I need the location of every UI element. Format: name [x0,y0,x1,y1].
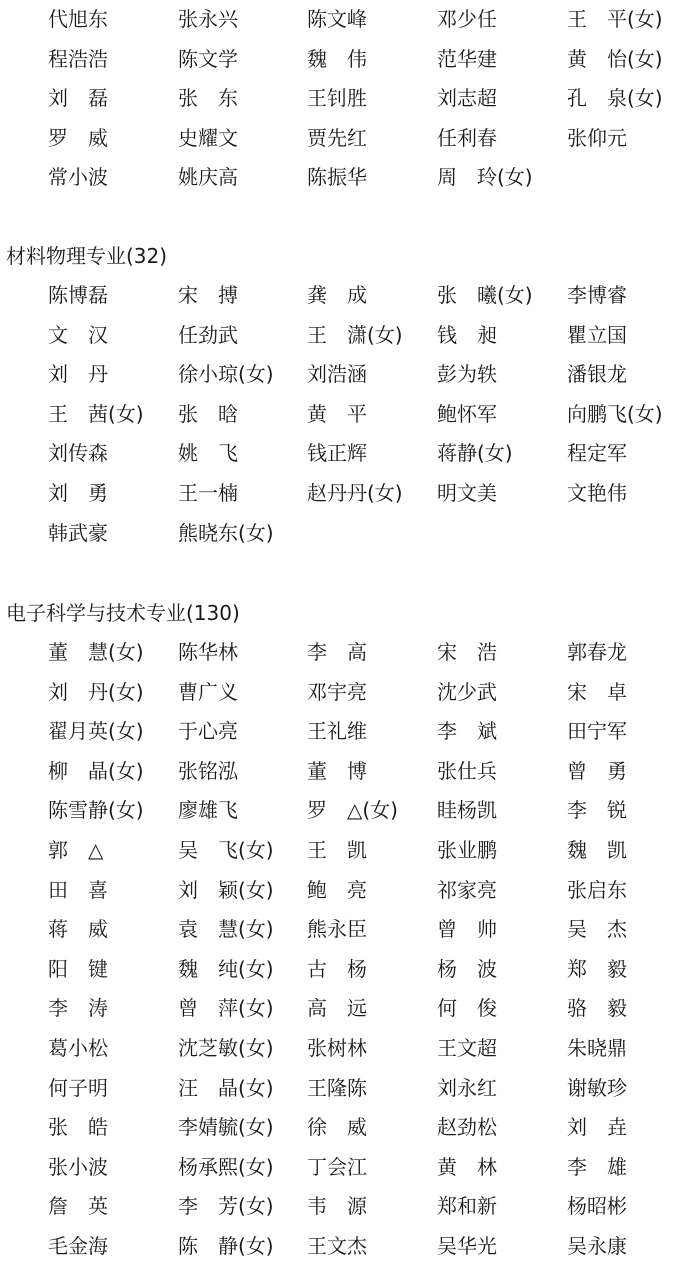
student-name: 孔 泉(女) [567,86,663,111]
student-name: 陈文峰 [307,7,367,31]
name-grid-section-0 [48,0,681,198]
student-name: 瞿立国 [567,322,627,347]
student-name: 韦 源 [307,1194,367,1219]
student-name: 曹广义 [178,679,238,704]
student-name: 张 晗 [178,401,238,426]
name-row [48,673,681,713]
student-name: 范华建 [437,46,497,71]
student-name: 程定军 [567,441,627,466]
student-name: 董 慧(女) [48,640,144,664]
student-name: 代旭东 [48,7,108,31]
name-row [48,950,681,990]
student-name: 黄 平 [307,401,367,426]
name-row [48,831,681,871]
name-row [48,910,681,950]
student-name: 蒋 威 [48,917,108,942]
student-name: 陈 静(女) [178,1233,274,1258]
student-name: 毛金海 [48,1233,108,1258]
student-name: 邓宇亮 [307,679,367,704]
student-name: 王钊胜 [307,86,367,111]
student-name: 翟月英(女) [48,719,144,744]
student-name: 杨 波 [437,956,497,981]
student-name: 李 斌 [437,719,497,744]
student-name: 董 博 [307,758,367,783]
name-row [48,474,681,514]
student-name: 葛小松 [48,1035,108,1060]
student-name: 丁会江 [307,1154,367,1179]
student-name: 潘银龙 [567,362,627,387]
student-name: 张小波 [48,1154,108,1179]
student-name: 文 汉 [48,322,108,347]
student-name: 何 俊 [437,996,497,1021]
student-name: 李婧毓(女) [178,1115,274,1140]
name-row [48,633,681,673]
student-name: 李 高 [307,640,367,664]
student-name: 张启东 [567,877,627,902]
student-name: 熊晓东(女) [178,520,274,545]
student-name: 王礼维 [307,719,367,744]
name-row [48,514,681,554]
name-row [48,79,681,119]
student-name: 阳 键 [48,956,108,981]
student-name: 蒋静(女) [437,441,513,466]
student-name: 宋 卓 [567,679,627,704]
name-row [48,989,681,1029]
student-name: 黄 林 [437,1154,497,1179]
section-heading-material-physics: 材料物理专业(32) [6,244,168,268]
student-name: 张永兴 [178,7,238,31]
student-name: 钱正辉 [307,441,367,466]
student-name: 刘 颖(女) [178,877,274,902]
name-row [48,276,681,316]
student-name: 刘传森 [48,441,108,466]
student-name: 眭杨凯 [437,798,497,823]
student-name: 贾先红 [307,125,367,150]
student-name: 陈华林 [178,640,238,664]
student-name: 罗 威 [48,125,108,150]
student-name: 高 远 [307,996,367,1021]
student-name: 刘 勇 [48,480,108,505]
student-name: 徐小琼(女) [178,362,274,387]
name-row [48,1148,681,1188]
name-row [48,158,681,198]
student-name: 郑 毅 [567,956,627,981]
student-name: 明文美 [437,480,497,505]
student-name: 魏 纯(女) [178,956,274,981]
student-name: 王 凯 [307,837,367,862]
student-name: 曾 萍(女) [178,996,274,1021]
student-name: 宋 浩 [437,640,497,664]
student-name: 王文超 [437,1035,497,1060]
student-name: 任利春 [437,125,497,150]
student-name: 陈雪静(女) [48,798,144,823]
student-name: 曾 帅 [437,917,497,942]
student-name: 张仕兵 [437,758,497,783]
student-name: 彭为轶 [437,362,497,387]
student-name: 杨昭彬 [567,1194,627,1219]
student-name: 周 玲(女) [437,165,533,190]
student-name: 韩武豪 [48,520,108,545]
student-name: 鲍怀军 [437,401,497,426]
name-row [48,40,681,80]
student-name: 罗 △(女) [307,798,398,823]
student-name: 魏 伟 [307,46,367,71]
student-name: 袁 慧(女) [178,917,274,942]
student-name: 文艳伟 [567,480,627,505]
student-name: 龚 成 [307,283,367,307]
student-name: 李 锐 [567,798,627,823]
name-row [48,0,681,40]
student-name: 陈文学 [178,46,238,71]
student-name: 郑和新 [437,1194,497,1219]
student-name: 徐 威 [307,1115,367,1140]
student-name: 史耀文 [178,125,238,150]
student-name: 廖雄飞 [178,798,238,823]
student-name: 吴永康 [567,1233,627,1258]
name-grid-electronic-science [48,633,681,1267]
student-name: 王隆陈 [307,1075,367,1100]
student-name: 张业鹏 [437,837,497,862]
student-name: 鲍 亮 [307,877,367,902]
student-name: 沈芝敏(女) [178,1035,274,1060]
student-name: 熊永臣 [307,917,367,942]
student-name: 王 潇(女) [307,322,403,347]
name-row [48,1029,681,1069]
student-name: 刘永红 [437,1075,497,1100]
student-name: 汪 晶(女) [178,1075,274,1100]
name-row [48,395,681,435]
student-name: 郭春龙 [567,640,627,664]
student-name: 詹 英 [48,1194,108,1219]
name-row [48,434,681,474]
student-name: 陈振华 [307,165,367,190]
name-row [48,712,681,752]
student-name: 曾 勇 [567,758,627,783]
name-row [48,355,681,395]
student-name: 杨承熙(女) [178,1154,274,1179]
name-grid-material-physics [48,276,681,553]
student-name: 吴华光 [437,1233,497,1258]
student-name: 骆 毅 [567,996,627,1021]
student-name: 田 喜 [48,877,108,902]
student-name: 任劲武 [178,322,238,347]
student-name: 刘志超 [437,86,497,111]
section-heading-electronic-science: 电子科学与技术专业(130) [6,601,240,625]
student-name: 何子明 [48,1075,108,1100]
student-name: 程浩浩 [48,46,108,71]
student-name: 张 曦(女) [437,283,533,307]
student-name: 赵劲松 [437,1115,497,1140]
student-name: 刘 磊 [48,86,108,111]
name-row [48,1187,681,1227]
student-name: 王 茜(女) [48,401,144,426]
name-row [48,1108,681,1148]
student-name: 李博睿 [567,283,627,307]
student-name: 向鹏飞(女) [567,401,663,426]
student-name: 陈博磊 [48,283,108,307]
name-row [48,791,681,831]
student-name: 田宁军 [567,719,627,744]
student-name: 李 芳(女) [178,1194,274,1219]
student-name: 李 涛 [48,996,108,1021]
student-name: 古 杨 [307,956,367,981]
student-name: 黄 怡(女) [567,46,663,71]
student-name: 吴 飞(女) [178,837,274,862]
student-name: 王一楠 [178,480,238,505]
student-name: 姚庆高 [178,165,238,190]
student-name: 刘 丹(女) [48,679,144,704]
student-name: 祁家亮 [437,877,497,902]
student-name: 魏 凯 [567,837,627,862]
student-name: 谢敏珍 [567,1075,627,1100]
student-name: 郭 △ [48,837,104,862]
student-name: 邓少任 [437,7,497,31]
student-name: 朱晓鼎 [567,1035,627,1060]
student-name: 王文杰 [307,1233,367,1258]
student-name: 张树林 [307,1035,367,1060]
student-name: 沈少武 [437,679,497,704]
student-name: 常小波 [48,165,108,190]
student-name: 张 皓 [48,1115,108,1140]
student-name: 刘 丹 [48,362,108,387]
student-name: 姚 飞 [178,441,238,466]
student-name: 张仰元 [567,125,627,150]
student-name: 刘浩涵 [307,362,367,387]
student-name: 王 平(女) [567,7,663,31]
name-row [48,119,681,159]
name-row [48,1069,681,1109]
student-name: 刘 垚 [567,1115,627,1140]
student-name: 张 东 [178,86,238,111]
name-row [48,316,681,356]
student-name: 赵丹丹(女) [307,480,403,505]
student-name: 吴 杰 [567,917,627,942]
student-name: 于心亮 [178,719,238,744]
student-name: 李 雄 [567,1154,627,1179]
name-row [48,752,681,792]
name-row [48,871,681,911]
student-name: 张铭泓 [178,758,238,783]
student-name: 柳 晶(女) [48,758,144,783]
student-name: 宋 搏 [178,283,238,307]
student-name: 钱 昶 [437,322,497,347]
